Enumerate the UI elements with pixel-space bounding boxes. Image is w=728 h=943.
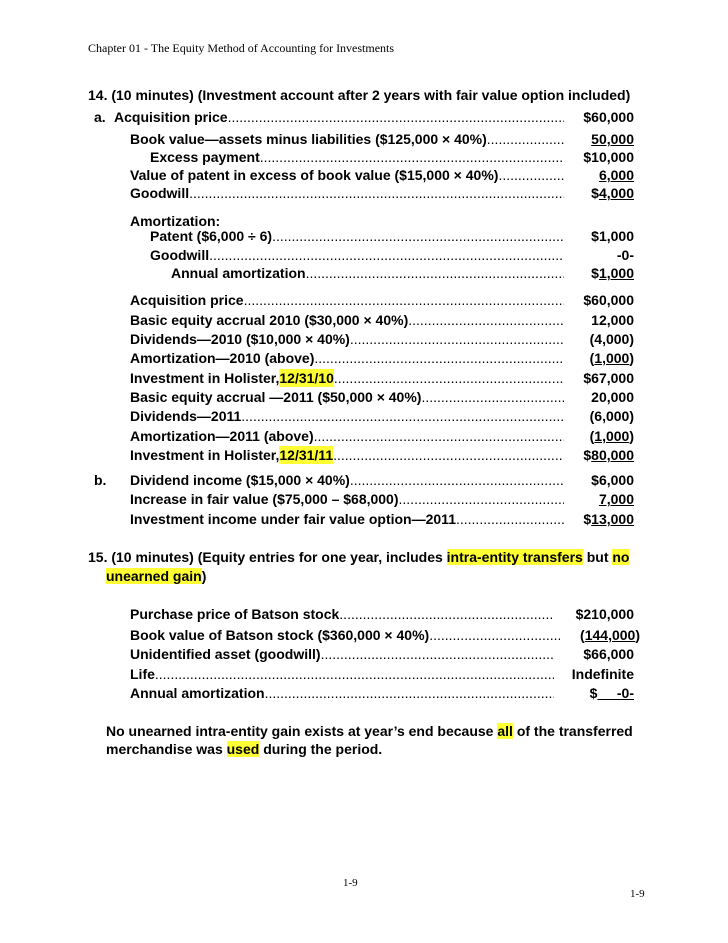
page-header: Chapter 01 - The Equity Method of Accounting for Investments: [88, 41, 395, 55]
row-label: Dividends—2011: [130, 408, 242, 424]
row-patent-value: [130, 166, 634, 184]
paren-close: ): [629, 428, 634, 444]
leader-dots: [189, 184, 564, 202]
row-investment-income: [130, 510, 634, 528]
row-label: Book value of Batson stock ($360,000 × 40%): [130, 627, 430, 643]
row-excess-payment: [150, 148, 634, 166]
row-accrual-2010: [130, 311, 634, 329]
leader-dots: [306, 264, 564, 282]
paren-close: ): [635, 627, 640, 643]
row-value: 6,000: [598, 167, 634, 183]
row-book-value-batson: [130, 626, 640, 644]
page-number-right: 1-9: [630, 888, 645, 900]
row-label: Book value—assets minus liabilities ($125,000 × 40%): [130, 131, 487, 147]
title-text: but: [582, 549, 613, 565]
leader-dots: [487, 130, 564, 148]
paren-open: (: [589, 428, 595, 444]
leader-dots: [350, 330, 564, 348]
row-label: Investment in Holister,: [130, 370, 280, 386]
row-label: Annual amortization: [130, 685, 265, 701]
row-label: Amortization—2011 (above): [130, 428, 314, 444]
row-value: $6,000: [591, 472, 634, 488]
leader-dots: [314, 349, 564, 367]
paren-close: ): [629, 350, 634, 366]
row-label: Basic equity accrual 2010 ($30,000 × 40%): [130, 312, 409, 328]
leader-dots: [244, 291, 564, 309]
row-value: $60,000: [583, 292, 634, 308]
row-label: Goodwill: [150, 247, 210, 263]
row-value: 13,000: [591, 511, 634, 527]
row-label: Dividends—2010 ($10,000 × 40%): [130, 331, 350, 347]
amortization-heading: Amortization:: [130, 213, 221, 229]
row-dividends-2011: [130, 407, 634, 425]
row-value: 4,000: [598, 185, 634, 201]
part-a-label: a.: [94, 109, 106, 125]
row-annual-amortization-15: [130, 684, 634, 702]
row-annual-amortization: [171, 264, 634, 282]
row-value: (4,000): [589, 331, 634, 347]
problem-14-title: 14. (10 minutes) (Investment account after 2 years with fair value option included): [88, 87, 631, 103]
value-prefix: $: [583, 511, 592, 527]
row-dividend-income: [130, 471, 634, 489]
value-prefix: $: [591, 265, 599, 281]
value-prefix: $: [583, 447, 592, 463]
row-book-value: [130, 130, 634, 148]
row-label: Amortization—2010 (above): [130, 350, 315, 366]
leader-dots: [429, 626, 560, 644]
highlighted-text: no: [612, 549, 630, 565]
highlighted-date: 12/31/10: [279, 370, 334, 386]
note-text: No unearned intra-entity gain exists at year’s end because: [106, 723, 498, 739]
note-text: merchandise was: [106, 741, 227, 757]
row-label: Acquisition price: [114, 109, 228, 125]
title-text: 15. (10 minutes) (Equity entries for one year, includes: [88, 549, 447, 565]
row-investment-2011: [130, 446, 634, 464]
row-label: Acquisition price: [130, 292, 244, 308]
row-label: Value of patent in excess of book value ($15,000 × 40%): [130, 167, 499, 183]
row-value: 50,000: [591, 131, 634, 147]
row-label: Increase in fair value ($75,000 – $68,000): [130, 491, 399, 507]
paren-open: (: [589, 350, 595, 366]
row-purchase-price: [130, 605, 634, 623]
leader-dots: [408, 311, 564, 329]
row-label: Unidentified asset (goodwill): [130, 646, 321, 662]
leader-dots: [350, 471, 564, 489]
row-amortization-2011: [130, 427, 634, 445]
row-label: Goodwill: [130, 185, 190, 201]
highlighted-text: unearned gain: [106, 568, 202, 584]
highlighted-text: all: [497, 723, 513, 739]
row-value: -0-: [597, 685, 634, 701]
row-value: 12,000: [591, 312, 634, 328]
highlighted-text: used: [226, 741, 260, 757]
row-value: -0-: [616, 247, 634, 263]
row-label: Patent ($6,000 ÷ 6): [150, 228, 273, 244]
leader-dots: [209, 246, 564, 264]
leader-dots: [321, 645, 554, 663]
row-acquisition-price: [94, 108, 634, 126]
row-value: 7,000: [598, 491, 634, 507]
row-dividends-2010: [130, 330, 634, 348]
page-number-center: 1-9: [343, 877, 358, 889]
row-accrual-2011: [130, 388, 634, 406]
row-label: Investment in Holister,: [130, 447, 280, 463]
leader-dots: [334, 369, 564, 387]
value-prefix: $: [589, 685, 598, 701]
leader-dots: [314, 427, 564, 445]
row-life: [130, 665, 634, 683]
row-value: $210,000: [575, 606, 634, 622]
problem-15-title-line2: [106, 567, 206, 585]
title-text: ): [201, 568, 207, 584]
part-b-label: b.: [94, 472, 107, 488]
leader-dots: [399, 490, 564, 508]
row-value: (6,000): [589, 408, 634, 424]
highlighted-text: intra-entity transfers: [446, 549, 583, 565]
leader-dots: [265, 684, 554, 702]
leader-dots: [333, 446, 564, 464]
row-goodwill-amortization: [150, 246, 634, 264]
row-patent-amortization: [150, 227, 634, 245]
row-label: Investment income under fair value option—2011: [130, 511, 456, 527]
row-fair-value-increase: [130, 490, 634, 508]
value-prefix: $: [591, 185, 599, 201]
leader-dots: [498, 166, 564, 184]
leader-dots: [155, 665, 554, 683]
note-text: during the period.: [259, 741, 383, 757]
row-investment-2010: [130, 369, 634, 387]
paren-open: (: [580, 627, 585, 643]
row-label: Excess payment: [150, 149, 260, 165]
problem-15-title-line1: [88, 548, 629, 566]
row-label: Dividend income ($15,000 × 40%): [130, 472, 350, 488]
row-value: Indefinite: [571, 666, 634, 682]
row-value: $67,000: [583, 370, 634, 386]
note-text: of the transferred: [512, 723, 633, 739]
row-value: $66,000: [583, 646, 634, 662]
row-value: $1,000: [591, 228, 634, 244]
row-label: Life: [130, 666, 155, 682]
leader-dots: [228, 108, 564, 126]
note-line-2: [106, 740, 382, 758]
row-value: $60,000: [583, 109, 634, 125]
row-value: 1,000: [598, 265, 634, 281]
row-value: 80,000: [591, 447, 634, 463]
row-label: Basic equity accrual —2011 ($50,000 × 40%): [130, 389, 422, 405]
row-label: Purchase price of Batson stock: [130, 606, 340, 622]
row-goodwill: [130, 184, 634, 202]
leader-dots: [456, 510, 564, 528]
row-value: $10,000: [583, 149, 634, 165]
leader-dots: [241, 407, 564, 425]
row-unidentified-asset: [130, 645, 634, 663]
row-label: Annual amortization: [171, 265, 306, 281]
highlighted-date: 12/31/11: [279, 447, 334, 463]
row-value: 144,000: [584, 627, 636, 643]
note-line-1: [106, 722, 633, 740]
row-acquisition-price-2: [130, 291, 634, 309]
leader-dots: [421, 388, 564, 406]
row-value: 1,000: [594, 428, 630, 444]
leader-dots: [339, 605, 554, 623]
leader-dots: [272, 227, 564, 245]
row-value: 1,000: [594, 350, 630, 366]
row-value: 20,000: [591, 389, 634, 405]
row-amortization-2010: [130, 349, 634, 367]
leader-dots: [260, 148, 564, 166]
